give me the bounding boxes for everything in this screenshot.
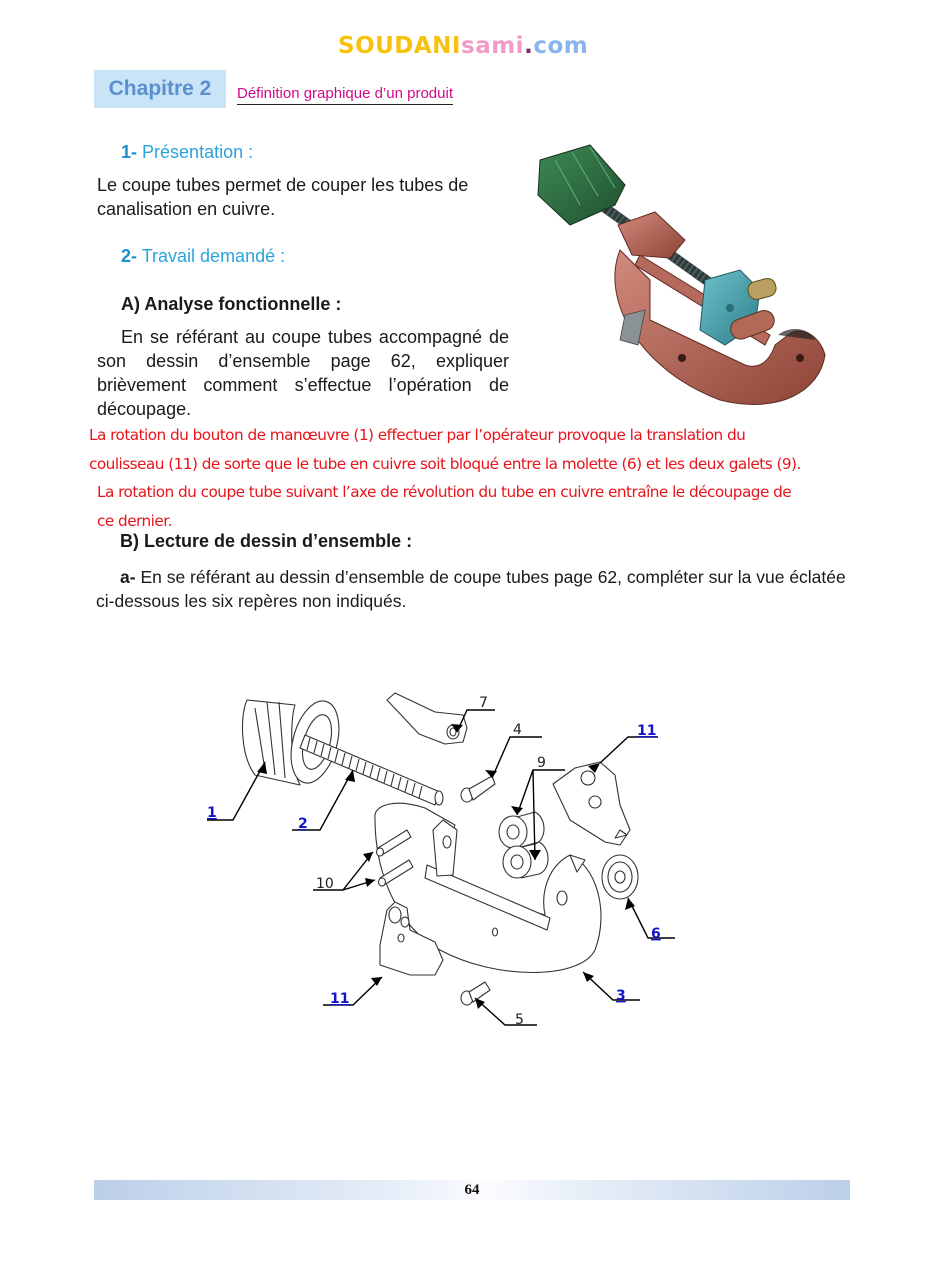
part-rollers — [499, 812, 548, 878]
label-11-bottom: 11 — [330, 991, 350, 1007]
label-4: 4 — [513, 722, 522, 738]
label-2: 2 — [298, 816, 308, 832]
section-2-heading — [121, 246, 285, 267]
section-b-question-text: En se référant au dessin d’ensemble de coupe tubes page 62, compléter sur la vue éclatée ci-dessous les six repères non indiqués. — [96, 567, 846, 611]
footer-bar — [94, 1180, 850, 1200]
label-9: 9 — [537, 755, 546, 771]
tube-cutter-photo — [520, 130, 852, 420]
logo-part-soudani: SOUDANI — [338, 33, 461, 59]
part-screw-5 — [461, 982, 490, 1005]
logo-part-sami: sami — [461, 33, 525, 59]
section-b-question — [96, 565, 851, 613]
label-3: 3 — [616, 988, 626, 1004]
section-a-heading: A) Analyse fonctionnelle : — [121, 294, 342, 314]
section-1-text: Le coupe tubes permet de couper les tubes de canalisation en cuivre. — [97, 175, 469, 219]
item-marker: a- — [120, 567, 136, 587]
logo-dot: . — [524, 33, 534, 59]
label-1: 1 — [207, 805, 217, 821]
handwritten-answer — [89, 421, 899, 535]
section-a-question: En se référant au coupe tubes accompagné de son dessin d’ensemble page 62, expliquer brièvement comment s’effectue l’opération de découpage. — [97, 327, 509, 419]
answer-line: La rotation du bouton de manœuvre (1) effectuer par l’opérateur provoque la translation du — [89, 426, 746, 444]
logo-part-com: com — [533, 33, 589, 59]
answer-line: La rotation du coupe tube suivant l’axe de révolution du tube en cuivre entraîne le découpage de — [97, 483, 792, 501]
part-lever — [387, 693, 467, 744]
section-b-heading: B) Lecture de dessin d’ensemble : — [120, 531, 413, 551]
answer-line: coulisseau (11) de sorte que le tube en cuivre soit bloqué entre la molette (6) et les deux galets (9). — [89, 454, 801, 473]
site-logo — [338, 33, 588, 59]
leader-4 — [492, 737, 542, 778]
part-cutting-wheel — [602, 855, 638, 899]
section-2-title: Travail demandé : — [141, 246, 286, 266]
page-number: 64 — [464, 1182, 480, 1198]
part-slider-top — [553, 762, 630, 845]
chapter-badge: Chapitre 2 — [94, 70, 226, 108]
leader-11a — [600, 737, 658, 763]
label-10: 10 — [316, 876, 334, 892]
exploded-view-diagram — [195, 680, 695, 1040]
label-6: 6 — [651, 926, 661, 942]
section-1-number: 1- — [121, 142, 138, 162]
label-7: 7 — [479, 695, 488, 711]
part-screw-4 — [461, 776, 495, 802]
section-2-number: 2- — [121, 246, 138, 266]
chapter-title: Définition graphique d’un produit — [237, 85, 453, 105]
label-11-top: 11 — [637, 723, 657, 739]
section-1-title: Présentation : — [142, 142, 254, 162]
section-1-heading — [121, 142, 253, 163]
answer-line: ce dernier. — [97, 511, 172, 530]
label-5: 5 — [515, 1012, 524, 1028]
